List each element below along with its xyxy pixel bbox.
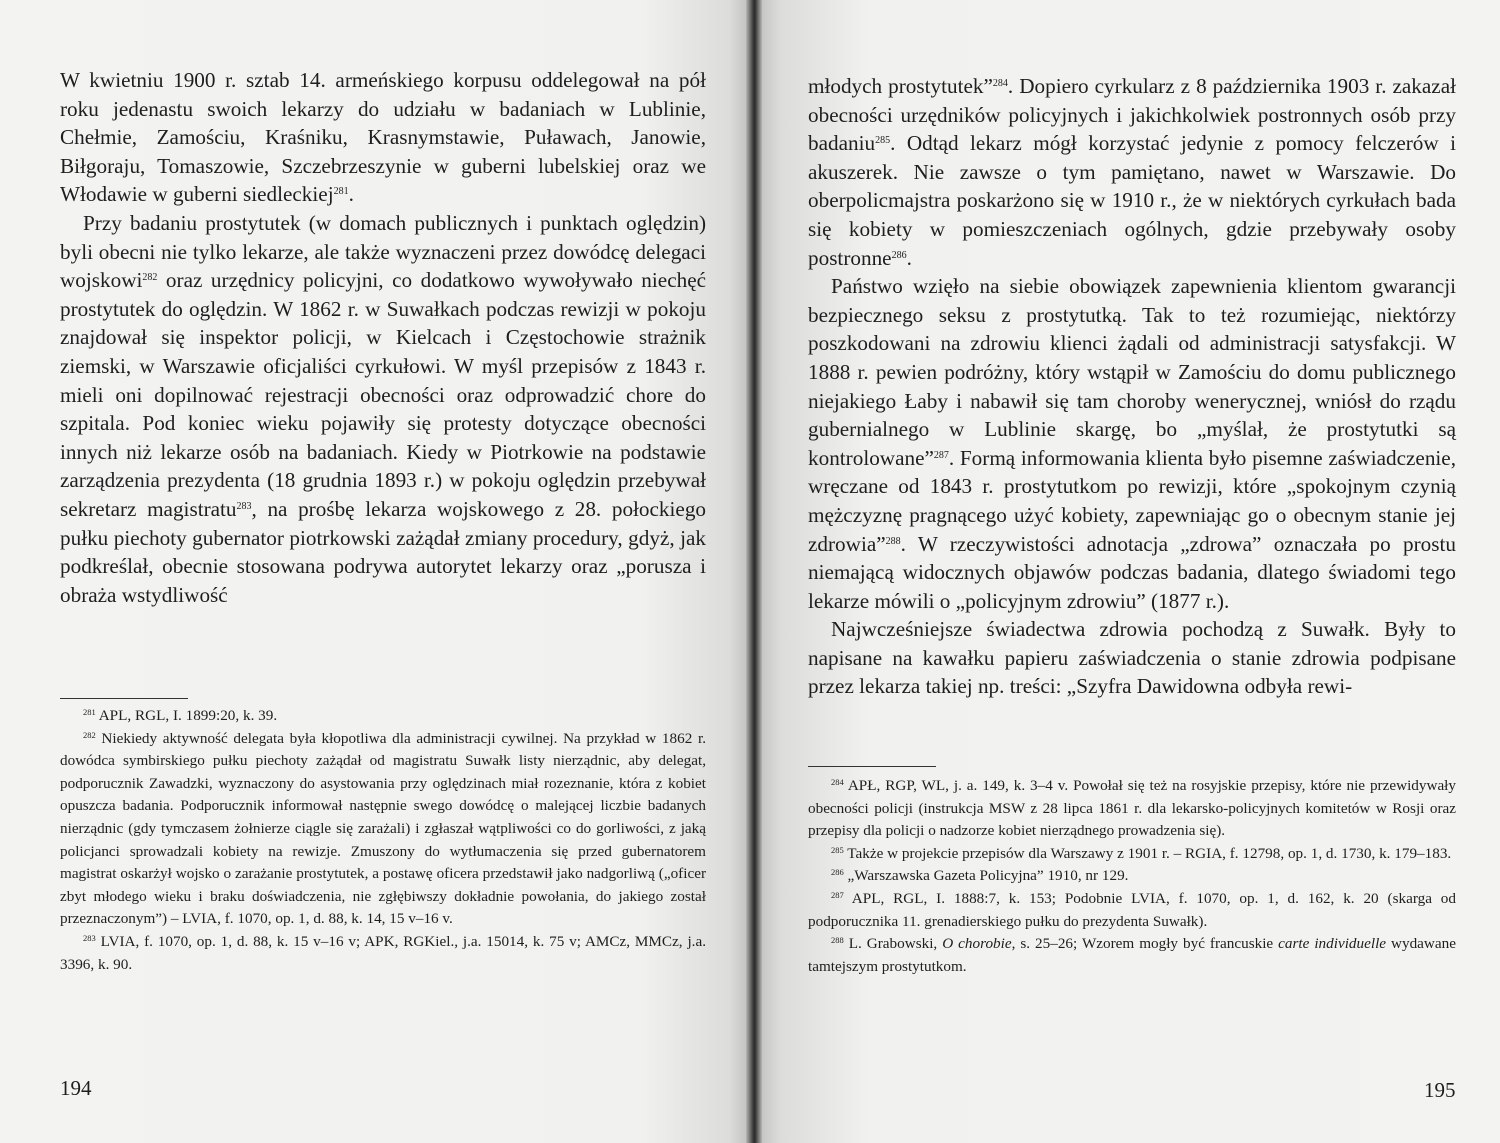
footnote-ref: 282 <box>83 729 96 740</box>
text-run: Niekiedy aktywność delegata była kłopotliwa dla administracji cywilnej. Na przykład w 1862 r. dowódca symbirskiego pułku piechoty zażądał od magistratu Suwałk listy nierządnic, aby delegat, podporucznik Zawadzki, wyznaczony do asystowania przy oględzinach miał rozeznanie, która z kobiet opuszcza badania. Podporucznik informował następnie swego dowódcę o malejącej liczbie badanych nierządnic (gdy tymczasem żołnierze ciągle się zarażali) i zgłaszał wątpliwości co do gorliwości, z jaką policjanci sprowadzali kobiety na rewizje. Zmuszony do wytłumaczenia się przed gubernatorem magistrat oskarżył wojsko o zarażanie prostytutek, a postawę oficera przedstawił jako nadgorliwą („oficer zbyt młodego wieku i braku doświadczenia, nie zgłębiwszy dokładnie powołania, do jakiego został przeznaczonym”) – LVIA, f. 1070, op. 1, d. 88, k. 14, 15 v–16 v. <box>60 729 706 928</box>
text-run: wydawane tamtejszym prostytutkom. <box>808 935 1456 975</box>
page-number-right: 195 <box>1424 1078 1456 1102</box>
text-run: Państwo wzięło na siebie obowiązek zapewnienia klientom gwarancji bezpiecznego seksu z prostytutką. Tak to też rozumiejąc, niektórzy poszkodowani na zdrowiu klienci żądali od administracji satysfakcji. W 1888 r. pewien podróżny, który wstąpił w Zamościu do domu publicznego niejakiego Łaby i nabawił się tam choroby wenerycznej, wniósł do rządu gubernialnego w Lublinie skargę, bo „myślał, że prostytutki są kontrolowane” <box>808 274 1456 470</box>
text-run: LVIA, f. 1070, op. 1, d. 88, k. 15 v–16 v; APK, RGKiel., j.a. 15014, k. 75 v; AMCz, MMCz, j.a. 3396, k. 90. <box>60 932 706 973</box>
right-footnote-rule <box>808 766 936 767</box>
text-run: . Odtąd lekarz mógł korzystać jedynie z pomocy felczerów i akuszerek. Nie zawsze o tym pamiętano, nawet w Warszawie. Do oberpolicmajstra poskarżono się w 1910 r., że w niektórych cyrkułach bada się kobiety w pomieszczeniach ogólnych, gdzie przebywały osoby postronne <box>808 131 1456 270</box>
footnote-ref: 282 <box>142 272 158 284</box>
footnote <box>808 933 1456 978</box>
footnote <box>808 865 1456 888</box>
right-body-text <box>808 72 1456 701</box>
left-body-text <box>60 66 706 609</box>
text-run: młodych prostytutek” <box>808 74 993 98</box>
footnote-ref: 285 <box>875 135 891 147</box>
footnote <box>808 843 1456 866</box>
footnote-ref: 287 <box>933 449 949 461</box>
italic-text: O chorobie <box>942 935 1012 953</box>
footnote <box>808 888 1456 933</box>
page-number-left: 194 <box>60 1076 92 1100</box>
text-run: Także w projekcie przepisów dla Warszawy z 1901 r. – RGIA, f. 12798, op. 1, d. 1730, k. 179–183. <box>843 844 1452 862</box>
footnote-ref: 283 <box>236 500 252 512</box>
paragraph <box>60 209 706 609</box>
paragraph <box>808 72 1456 272</box>
footnote-ref: 284 <box>992 78 1008 89</box>
italic-text: carte individuelle <box>1278 935 1387 953</box>
paragraph <box>60 66 706 209</box>
right-page <box>758 0 1500 1143</box>
text-run: „Warszawska Gazeta Policyjna” 1910, nr 129. <box>843 867 1129 885</box>
text-run: APL, RGL, I. 1899:20, k. 39. <box>95 707 278 724</box>
text-run: oraz urzędnicy policyjni, co dodatkowo wywoływało niechęć prostytutek do oględzin. W 1862 r. w Suwałkach podczas rewizji w pokoju znajdował się inspektor policji, w Kielcach i Częstochowie strażnik ziemski, w Warszawie oficjaliści cyrkułowi. W myśl przepisów z 1843 r. mieli oni dopilnować rejestracji obecności oraz odprowadzić chore do szpitala. Pod koniec wieku pojawiły się protesty dotyczące obecności innych niż lekarze osób na badaniach. Kiedy w Piotrkowie na podstawie zarządzenia prezydenta (18 grudnia 1893 r.) w pokoju oględzin przebywał sekretarz magistratu <box>60 268 706 521</box>
footnote-ref: 281 <box>333 186 349 198</box>
footnote-ref: 288 <box>831 935 844 946</box>
text-run: . Dopiero cyrkularz z 8 października 1903 r. zakazał obecności urzędników policyjnych i jakichkolwiek postronnych osób przy badaniu <box>808 74 1456 156</box>
right-footnotes <box>808 775 1456 978</box>
text-run: , na prośbę lekarza wojskowego z 28. połockiego pułku piechoty gubernator piotrkowski zażądał zmiany procedury, gdyż, jak podkreślał, obecnie stosowana podrywa autorytet lekarzy oraz „porusza i obraża wstydliwość <box>60 496 707 607</box>
left-footnote-rule <box>60 698 188 699</box>
footnote <box>808 775 1456 843</box>
footnote-ref: 281 <box>83 707 96 717</box>
text-run: Najwcześniejsze świadectwa zdrowia pochodzą z Suwałk. Były to napisane na kawałku papieru zaświadczenia o stanie zdrowia podpisane przez lekarza takiej np. treści: „Szyfra Dawidowna odbyła rewi- <box>808 617 1456 699</box>
footnote-ref: 288 <box>885 535 901 547</box>
text-run: APŁ, RGP, WL, j. a. 149, k. 3–4 v. Powołał się też na rosyjskie przepisy, które nie przewidywały obecności policji (instrukcja MSW z 28 lipca 1861 r. dla lekarsko-policyjnych komitetów w Rosji oraz przepisy dla policji o nadzorze kobiet nierządnego prowadzenia się). <box>808 777 1456 840</box>
footnote-ref: 283 <box>83 932 96 943</box>
text-run: L. Grabowski, <box>843 935 943 953</box>
text-run: W kwietniu 1900 r. sztab 14. armeńskiego korpusu oddelegował na pół roku jedenastu swoich lekarzy do udziału w badaniach w Lublinie, Chełmie, Zamościu, Kraśniku, Krasnymstawie, Puławach, Janowie, Biłgoraju, Tomaszowie, Szczebrzeszynie w guberni lubelskiej oraz we Włodawie w guberni siedleckiej <box>60 68 706 207</box>
text-run: APL, RGL, I. 1888:7, k. 153; Podobnie LVIA, f. 1070, op. 1, d. 162, k. 20 (skarga od podporucznika 11. grenadierskiego pułku do prezydenta Suwałk). <box>808 889 1456 930</box>
text-run: . <box>348 182 354 207</box>
footnote-ref: 284 <box>831 777 844 787</box>
text-run: . <box>906 245 912 270</box>
footnote-ref: 286 <box>891 249 907 261</box>
paragraph <box>808 272 1456 615</box>
text-run: . W rzeczywistości adnotacja „zdrowa” oznaczała po prostu niemającą widocznych objawów podczas badania, dlatego świadomi tego lekarze mówili o „policyjnym zdrowiu” (1877 r.). <box>808 531 1456 613</box>
footnote-ref: 287 <box>831 889 844 900</box>
text-run: . Formą informowania klienta było pisemne zaświadczenie, wręczane od 1843 r. prostytutkom po rewizji, które „spokojnym czynią mężczyznę pragnącego użyć kobiety, zapewniając go o obecnym stanie jej zdrowia” <box>808 445 1456 556</box>
book-gutter <box>746 0 762 1143</box>
footnote <box>60 728 706 931</box>
paragraph <box>808 615 1456 701</box>
text-run: , s. 25–26; Wzorem mogły być francuskie <box>1011 935 1279 953</box>
footnote-ref: 286 <box>831 867 844 878</box>
text-run: Przy badaniu prostytutek (w domach publicznych i punktach oględzin) byli obecni nie tylko lekarze, ale także wyznaczeni przez dowódcę delegaci wojskowi <box>60 210 706 293</box>
footnote-ref: 285 <box>831 844 844 855</box>
left-footnotes <box>60 705 706 976</box>
footnote <box>60 705 706 728</box>
footnote <box>60 931 706 976</box>
